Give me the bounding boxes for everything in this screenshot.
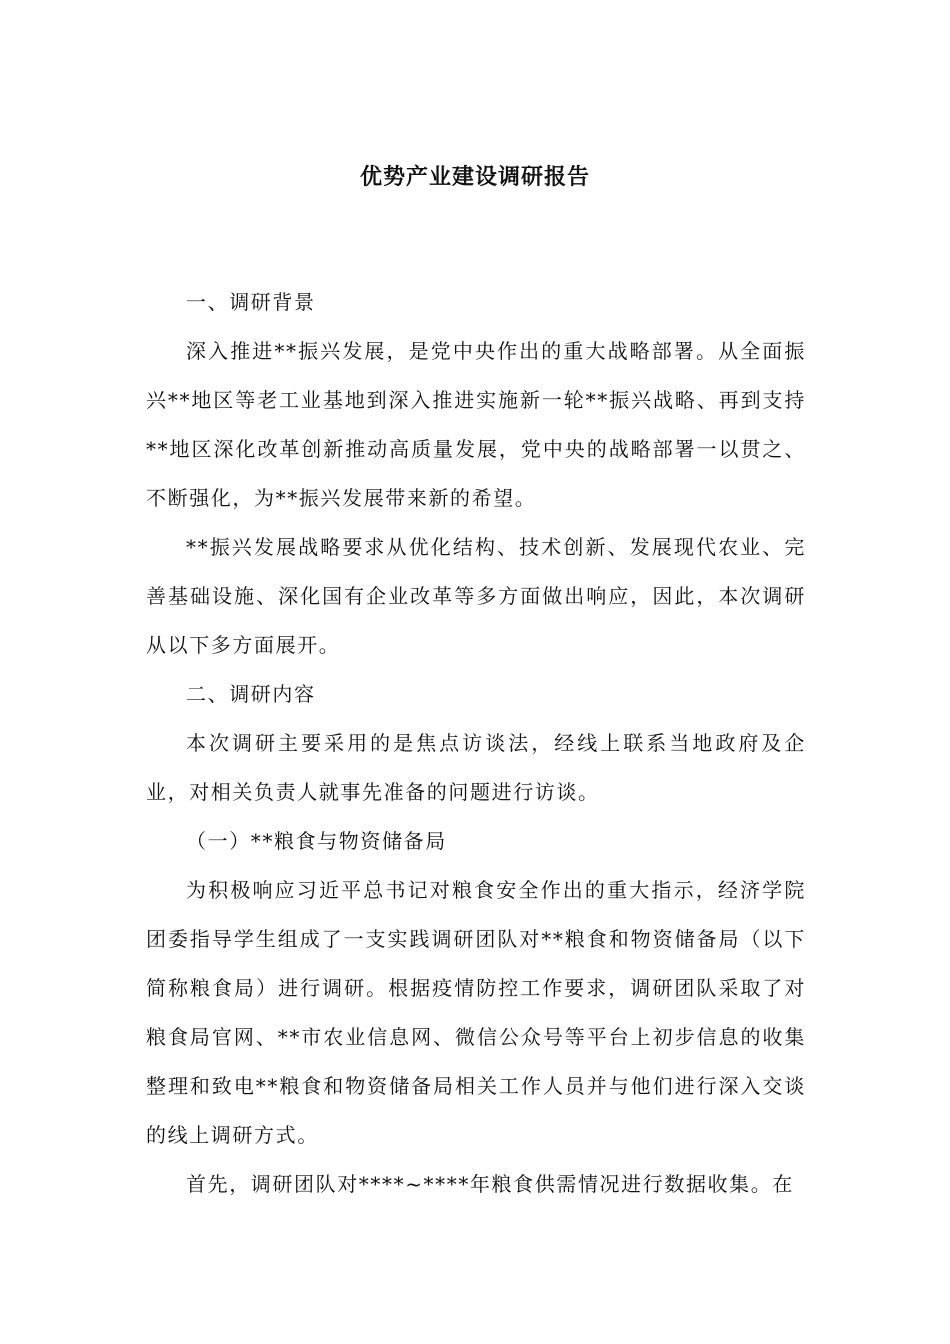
document-title: 优势产业建设调研报告 (359, 165, 590, 190)
subsection-heading-grain-bureau: （一）**粮食与物资储备局 (186, 829, 447, 853)
paragraph-grain-bureau-2: 首先，调研团队对****~****年粮食供需情况进行数据收集。在 (186, 1172, 794, 1196)
section-heading-content: 二、调研内容 (186, 682, 316, 706)
paragraph-grain-bureau-1: 为积极响应习近平总书记对粮食安全作出的重大指示，经济学院团委指导学生组成了一支实践调研团队对**粮食和物资储备局（以下简称粮食局）进行调研。根据疫情防控工作要求，调研团队采取了对粮食局官网、**市农业信息网、微信公众号等平台上初步信息的收集整理和致电**粮食和物资储备局相关工作人员并与他们进行深入交谈的线上调研方式。 (146, 878, 806, 1147)
paragraph-content-1: 本次调研主要采用的是焦点访谈法，经线上联系当地政府及企业，对相关负责人就事先准备的问题进行访谈。 (146, 731, 806, 804)
paragraph-background-1: 深入推进**振兴发展，是党中央作出的重大战略部署。从全面振兴**地区等老工业基地到深入推进实施新一轮**振兴战略、再到支持**地区深化改革创新推动高质量发展，党中央的战略部署一以贯之、不断强化，为**振兴发展带来新的希望。 (146, 339, 806, 510)
section-heading-background: 一、调研背景 (186, 290, 316, 314)
paragraph-background-2: **振兴发展战略要求从优化结构、技术创新、发展现代农业、完善基础设施、深化国有企业改革等多方面做出响应，因此，本次调研从以下多方面展开。 (146, 535, 806, 657)
document-body (146, 278, 806, 1209)
